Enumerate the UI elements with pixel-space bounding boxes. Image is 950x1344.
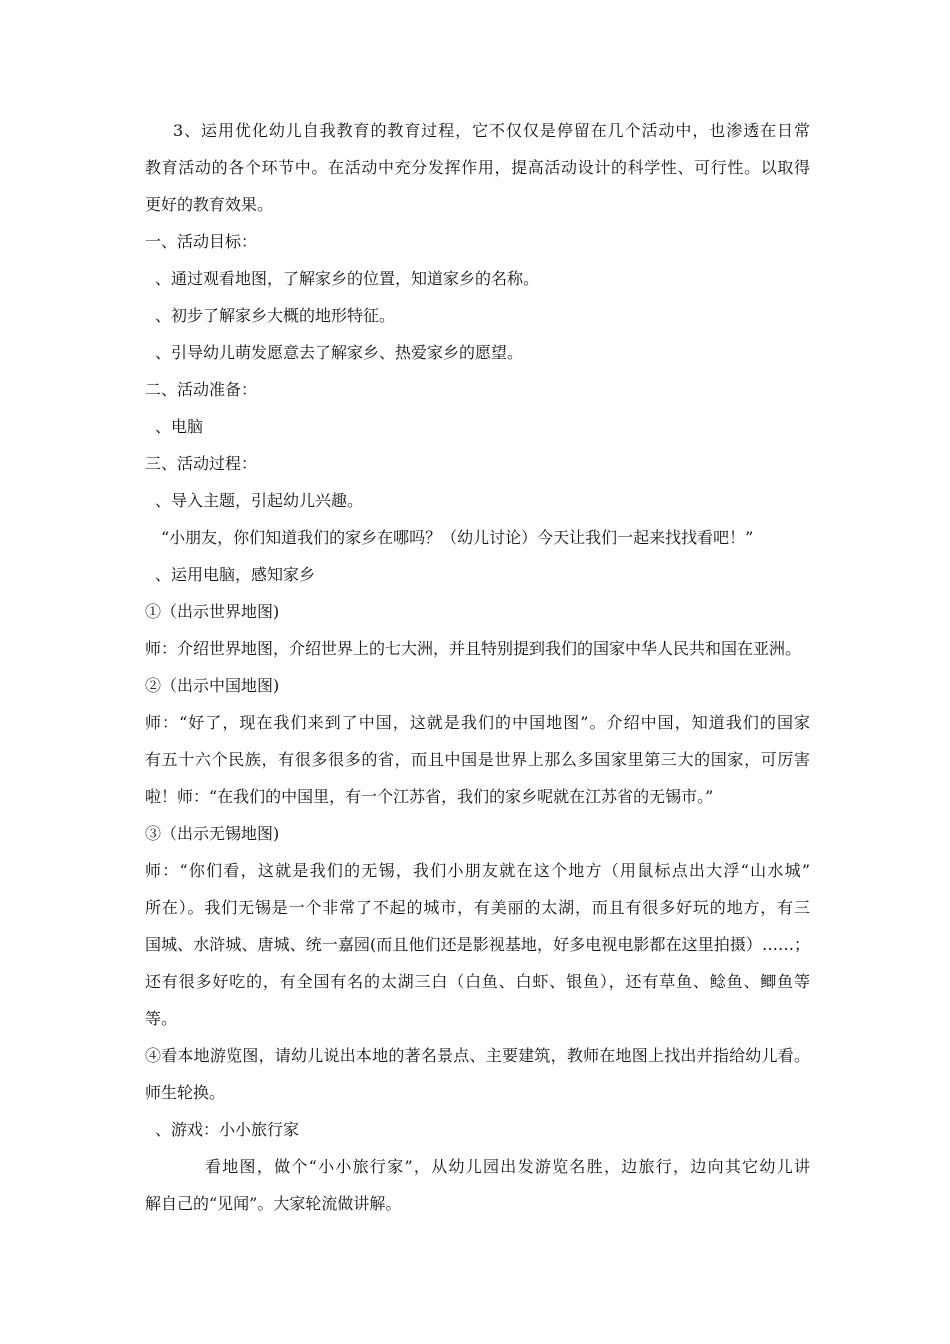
world-map-title: ①（出示世界地图) [145, 602, 280, 621]
process-step-3: 、游戏：小小旅行家 [155, 1120, 300, 1139]
game-line-2: 解自己的“见闻”。大家轮流做讲解。 [145, 1194, 402, 1213]
wuxi-map-line-1: 师：“你们看，这就是我们的无锡，我们小朋友就在这个地方（用鼠标点出大浮“山水城” [145, 861, 810, 880]
tour-map-line-2: 师生轮换。 [145, 1083, 226, 1102]
china-map-line-1: 师：“好了，现在我们来到了中国，这就是我们的中国地图”。介绍中国，知道我们的国家 [145, 713, 810, 732]
china-map-line-2: 有五十六个民族，有很多很多的省，而且中国是世界上那么多国家里第三大的国家，可厉害 [145, 750, 810, 769]
goal-item-2: 、初步了解家乡大概的地形特征。 [155, 306, 396, 325]
section-2-heading: 二、活动准备： [145, 380, 258, 399]
china-map-line-3: 啦！师：“在我们的中国里，有一个江苏省，我们的家乡呢就在江苏省的无锡市。” [145, 787, 714, 806]
wuxi-map-line-3: 国城、水浒城、唐城、统一嘉园(而且他们还是影视基地，好多电视电影都在这里拍摄）……； [145, 935, 810, 954]
prep-item-1: 、电脑 [155, 417, 204, 436]
wuxi-map-line-5: 等。 [145, 1009, 178, 1028]
wuxi-map-title: ③（出示无锡地图) [145, 824, 280, 843]
wuxi-map-line-2: 所在）。我们无锡是一个非常了不起的城市，有美丽的太湖，而且有很多好玩的地方，有三 [145, 898, 810, 917]
process-step-1: 、导入主题，引起幼儿兴趣。 [155, 491, 364, 510]
tour-map-line-1: ④看本地游览图，请幼儿说出本地的著名景点、主要建筑，教师在地图上找出并指给幼儿看。 [145, 1046, 810, 1065]
china-map-title: ②（出示中国地图) [145, 676, 280, 695]
section-1-heading: 一、活动目标： [145, 232, 258, 251]
wuxi-map-line-4: 还有很多好吃的，有全国有名的太湖三白（白鱼、白虾、银鱼），还有草鱼、鲶鱼、鲫鱼等 [145, 972, 810, 991]
paragraph-3-line-2: 教育活动的各个环节中。在活动中充分发挥作用，提高活动设计的科学性、可行性。以取得 [145, 158, 810, 177]
paragraph-3-line-3: 更好的教育效果。 [145, 195, 274, 214]
game-line-1: 看地图，做个“小小旅行家”，从幼儿园出发游览名胜，边旅行，边向其它幼儿讲 [205, 1157, 810, 1176]
paragraph-3-line-1: 3、运用优化幼儿自我教育的教育过程，它不仅仅是停留在几个活动中，也渗透在日常 [173, 121, 810, 140]
process-step-2: 、运用电脑，感知家乡 [155, 565, 316, 584]
section-3-heading: 三、活动过程： [145, 454, 258, 473]
document-page [145, 112, 810, 1222]
intro-quote: “小朋友，你们知道我们的家乡在哪吗？（幼儿讨论）今天让我们一起来找找看吧！” [161, 528, 754, 547]
goal-item-1: 、通过观看地图，了解家乡的位置，知道家乡的名称。 [155, 269, 540, 288]
goal-item-3: 、引导幼儿萌发愿意去了解家乡、热爱家乡的愿望。 [155, 343, 524, 362]
world-map-text: 师：介绍世界地图，介绍世界上的七大洲，并且特别提到我们的国家中华人民共和国在亚洲。 [145, 639, 802, 658]
